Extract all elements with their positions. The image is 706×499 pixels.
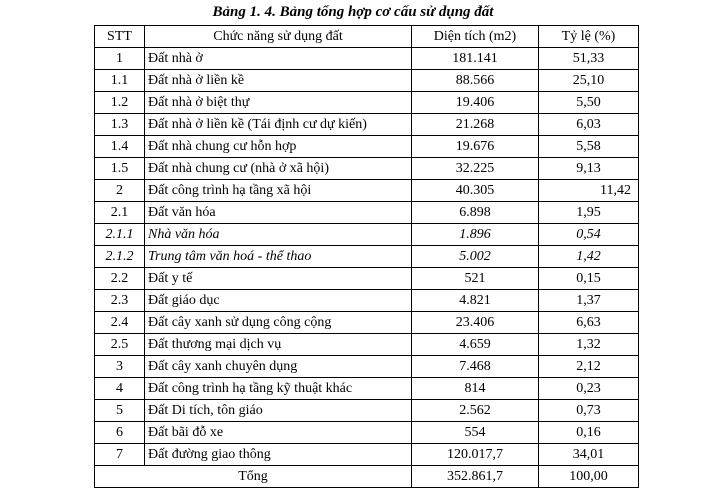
row-name: Đất thương mại dịch vụ [145, 334, 412, 356]
table-row [95, 158, 639, 180]
row-name: Đất y tế [145, 268, 412, 290]
row-name: Đất nhà ở liền kề [145, 70, 412, 92]
row-ratio: 2,12 [539, 356, 639, 378]
row-area: 2.562 [412, 400, 539, 422]
row-name: Đất công trình hạ tầng xã hội [145, 180, 412, 202]
row-ratio: 6,03 [539, 114, 639, 136]
row-area: 88.566 [412, 70, 539, 92]
row-stt: 2.1.2 [95, 246, 145, 268]
row-area: 23.406 [412, 312, 539, 334]
row-stt: 2.1.1 [95, 224, 145, 246]
row-ratio: 1,32 [539, 334, 639, 356]
table-row [95, 400, 639, 422]
table-row [95, 290, 639, 312]
row-area: 19.406 [412, 92, 539, 114]
row-name: Đất giáo dục [145, 290, 412, 312]
table-row [95, 48, 639, 70]
row-ratio: 1,42 [539, 246, 639, 268]
total-ratio: 100,00 [539, 466, 639, 488]
table-caption: Bảng 1. 4. Bảng tổng hợp cơ cấu sử dụng đất [212, 4, 494, 20]
row-stt: 1 [95, 48, 145, 70]
row-area: 21.268 [412, 114, 539, 136]
table-row [95, 202, 639, 224]
table-row [95, 334, 639, 356]
row-name: Đất cây xanh chuyên dụng [145, 356, 412, 378]
row-name: Đất bãi đỗ xe [145, 422, 412, 444]
total-row [95, 466, 639, 488]
row-area: 6.898 [412, 202, 539, 224]
total-area: 352.861,7 [412, 466, 539, 488]
header-function: Chức năng sử dụng đất [145, 26, 412, 48]
row-ratio: 1,95 [539, 202, 639, 224]
row-area: 5.002 [412, 246, 539, 268]
row-area: 521 [412, 268, 539, 290]
row-stt: 4 [95, 378, 145, 400]
row-stt: 2 [95, 180, 145, 202]
row-name: Đất nhà ở liền kề (Tái định cư dự kiến) [145, 114, 412, 136]
row-area: 19.676 [412, 136, 539, 158]
row-area: 181.141 [412, 48, 539, 70]
row-stt: 1.5 [95, 158, 145, 180]
row-name: Nhà văn hóa [145, 224, 412, 246]
table-row [95, 312, 639, 334]
table-row [95, 180, 639, 202]
row-stt: 2.1 [95, 202, 145, 224]
table-row [95, 224, 639, 246]
row-ratio: 0,16 [539, 422, 639, 444]
total-label: Tổng [95, 466, 412, 488]
row-stt: 2.4 [95, 312, 145, 334]
row-ratio: 6,63 [539, 312, 639, 334]
row-name: Đất đường giao thông [145, 444, 412, 466]
row-stt: 1.1 [95, 70, 145, 92]
row-ratio: 5,58 [539, 136, 639, 158]
row-ratio: 25,10 [539, 70, 639, 92]
row-stt: 5 [95, 400, 145, 422]
row-name: Đất nhà ở biệt thự [145, 92, 412, 114]
row-ratio: 51,33 [539, 48, 639, 70]
row-ratio: 11,42 [539, 180, 639, 202]
row-name: Đất nhà chung cư hỗn hợp [145, 136, 412, 158]
row-name: Đất cây xanh sử dụng công cộng [145, 312, 412, 334]
table-row [95, 378, 639, 400]
row-stt: 1.4 [95, 136, 145, 158]
row-area: 4.659 [412, 334, 539, 356]
land-use-table [94, 25, 639, 488]
row-name: Đất văn hóa [145, 202, 412, 224]
header-area: Diện tích (m2) [412, 26, 539, 48]
row-name: Đất Di tích, tôn giáo [145, 400, 412, 422]
row-ratio: 9,13 [539, 158, 639, 180]
row-stt: 7 [95, 444, 145, 466]
row-area: 7.468 [412, 356, 539, 378]
row-stt: 2.2 [95, 268, 145, 290]
row-area: 120.017,7 [412, 444, 539, 466]
row-stt: 2.5 [95, 334, 145, 356]
row-stt: 3 [95, 356, 145, 378]
row-stt: 2.3 [95, 290, 145, 312]
table-row [95, 92, 639, 114]
row-area: 1.896 [412, 224, 539, 246]
row-name: Đất nhà ở [145, 48, 412, 70]
row-stt: 1.3 [95, 114, 145, 136]
header-stt: STT [95, 26, 145, 48]
table-row [95, 70, 639, 92]
table-row [95, 136, 639, 158]
row-name: Trung tâm văn hoá - thể thao [145, 246, 412, 268]
row-stt: 1.2 [95, 92, 145, 114]
row-ratio: 0,15 [539, 268, 639, 290]
table-row [95, 444, 639, 466]
row-area: 814 [412, 378, 539, 400]
row-ratio: 0,73 [539, 400, 639, 422]
row-area: 554 [412, 422, 539, 444]
row-area: 40.305 [412, 180, 539, 202]
row-ratio: 0,23 [539, 378, 639, 400]
row-ratio: 0,54 [539, 224, 639, 246]
row-name: Đất nhà chung cư (nhà ở xã hội) [145, 158, 412, 180]
row-area: 32.225 [412, 158, 539, 180]
table-row [95, 246, 639, 268]
row-ratio: 5,50 [539, 92, 639, 114]
header-ratio: Tỷ lệ (%) [539, 26, 639, 48]
row-area: 4.821 [412, 290, 539, 312]
table-row [95, 268, 639, 290]
row-ratio: 34,01 [539, 444, 639, 466]
header-row [95, 26, 639, 48]
row-stt: 6 [95, 422, 145, 444]
table-row [95, 422, 639, 444]
table-row [95, 114, 639, 136]
row-name: Đất công trình hạ tầng kỹ thuật khác [145, 378, 412, 400]
row-ratio: 1,37 [539, 290, 639, 312]
table-row [95, 356, 639, 378]
